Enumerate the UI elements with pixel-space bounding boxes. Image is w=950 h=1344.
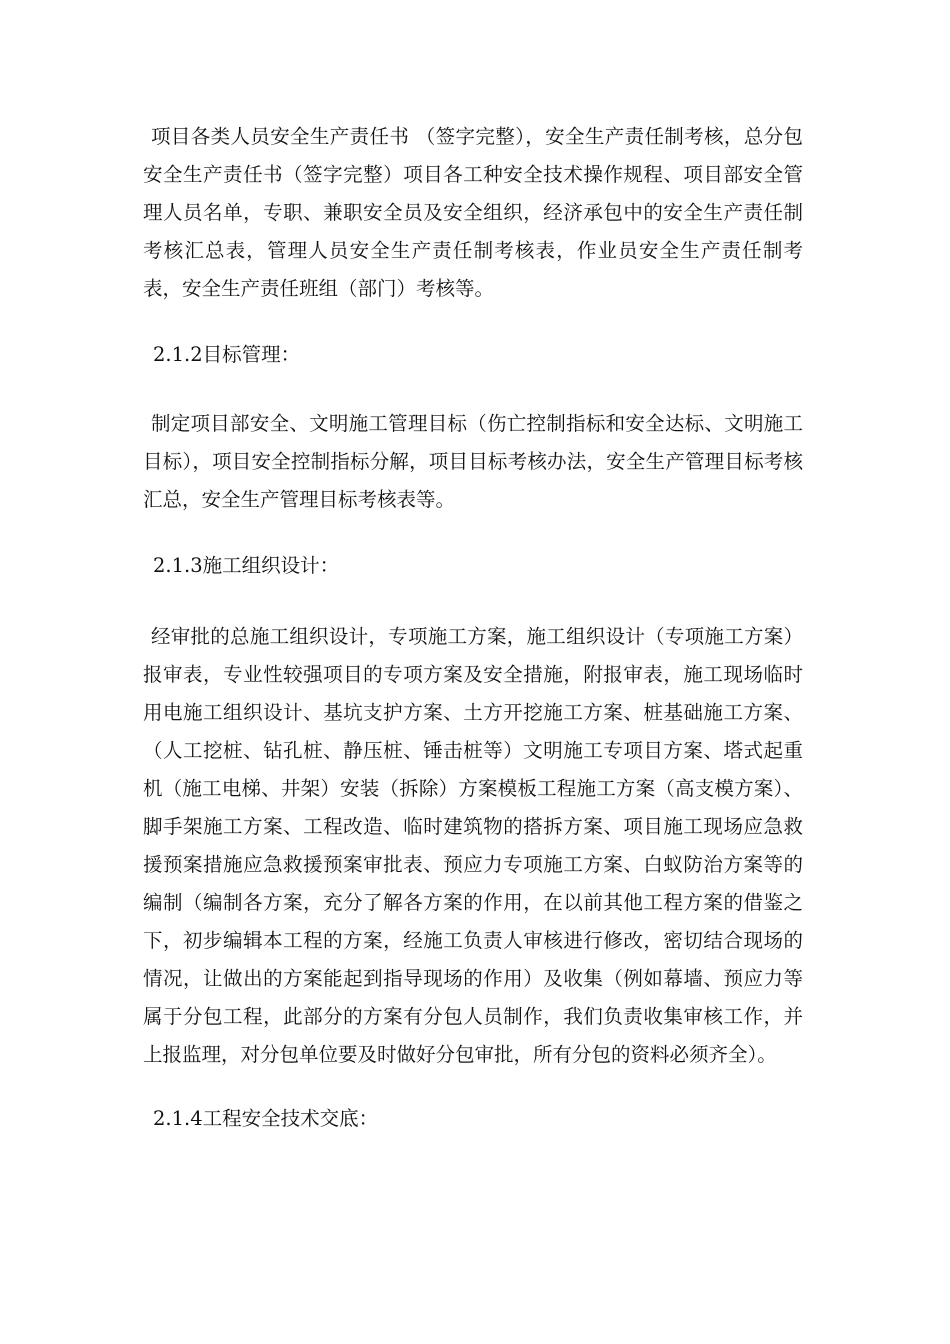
paragraph-target-management: 制定项目部安全、文明施工管理目标（伤亡控制指标和安全达标、文明施工目标），项目安全控制指标分解，项目目标考核办法，安全生产管理目标考核汇总，安全生产管理目标考核表等。 — [143, 412, 803, 511]
section-heading-2-1-3: 2.1.3施工组织设计： — [153, 554, 340, 577]
paragraph-responsibility: 项目各类人员安全生产责任书 （签字完整），安全生产责任制考核，总分包安全生产责任书（签字完整）项目各工种安全技术操作规程、项目部安全管理人员名单，专职、兼职安全员及安全组织，经济承包中的安全生产责任制考核汇总表，管理人员安全生产责任制考核表，作业员安全生产责任制考表，安全生产责任班组（部门）考核等。 — [143, 125, 803, 300]
section-heading-2-1-4: 2.1.4工程安全技术交底： — [153, 1107, 379, 1130]
section-heading-2-1-2: 2.1.2目标管理： — [153, 343, 301, 366]
paragraph-construction-design: 经审批的总施工组织设计，专项施工方案，施工组织设计（专项施工方案）报审表，专业性较强项目的专项方案及安全措施，附报审表，施工现场临时用电施工组织设计、基坑支护方案、土方开挖施工方案、桩基础施工方案、（人工挖桩、钻孔桩、静压桩、锤击桩等）文明施工专项目方案、塔式起重机（施工电梯、井架）安装（拆除）方案模板工程施工方案（高支模方案）、脚手架施工方案、工程改造、临时建筑物的搭拆方案、项目施工现场应急救援预案措施应急救援预案审批表、预应力专项施工方案、白蚁防治方案等的编制（编制各方案，充分了解各方案的作用，在以前其他工程方案的借鉴之下，初步编辑本工程的方案，经施工负责人审核进行修改，密切结合现场的情况，让做出的方案能起到指导现场的作用）及收集（例如幕墙、预应力等属于分包工程，此部分的方案有分包人员制作，我们负责收集审核工作，并上报监理，对分包单位要及时做好分包审批，所有分包的资料必须齐全）。 — [143, 625, 803, 1066]
